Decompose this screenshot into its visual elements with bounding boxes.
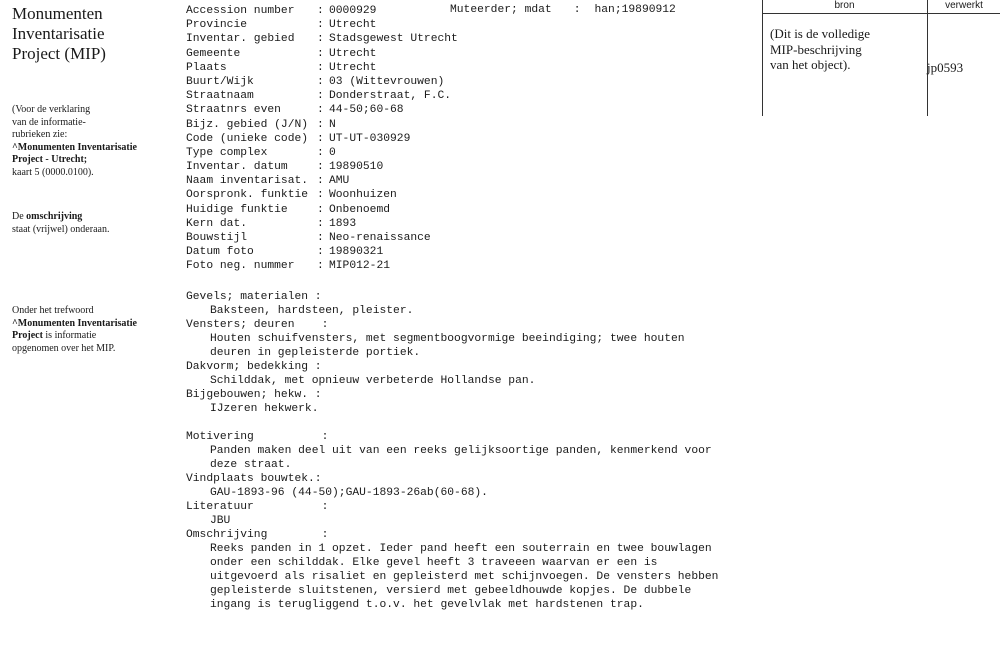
record-field: Inventar. gebied : Stadsgewest Utrecht: [186, 33, 458, 46]
record-field: Naam inventarisat. : AMU: [186, 175, 350, 188]
record-field: Code (unieke code) : UT-UT-030929: [186, 132, 411, 145]
column-header-bron: bron: [834, 0, 855, 11]
record-field: Bouwstijl : Neo-renaissance: [186, 232, 431, 244]
sidebar-note-omschrijving: [12, 211, 182, 236]
field-value: Neo-renaissance: [329, 232, 431, 244]
field-value: Utrecht: [329, 47, 377, 60]
section-heading: Vindplaats bouwtek.:: [186, 473, 322, 485]
field-label: Straatnrs even: [186, 104, 281, 117]
note-bold-line: Project: [12, 330, 43, 341]
note-line: staat (vrijwel) onderaan.: [12, 223, 110, 235]
field-value: Utrecht: [329, 61, 377, 74]
sidebar-note-trefwoord: [12, 305, 182, 355]
sidebar-title-line: Monumenten: [12, 4, 103, 23]
field-value: Woonhuizen: [329, 189, 397, 202]
record-field: Inventar. datum : 19890510: [186, 161, 384, 174]
bron-line: MIP-beschrijving: [770, 41, 862, 57]
section-line: Houten schuifvensters, met segmentboogvormige beeindiging; twee houten: [210, 333, 685, 345]
section-heading: Literatuur :: [186, 501, 329, 513]
section-line: deze straat.: [210, 459, 292, 471]
field-label: Datum foto: [186, 246, 254, 259]
field-label: Naam inventarisat.: [186, 175, 309, 188]
bron-line: (Dit is de volledige: [770, 26, 871, 41]
field-value: MIP012-21: [329, 260, 391, 273]
field-value: Donderstraat, F.C.: [329, 90, 452, 103]
field-label: Bouwstijl: [186, 232, 248, 244]
record-field: Foto neg. nummer : MIP012-21: [186, 260, 391, 273]
section-heading: Dakvorm; bedekking :: [186, 361, 322, 373]
field-value: 0000929: [329, 5, 377, 17]
section-heading: Vensters; deuren :: [186, 319, 329, 331]
column-header-verwerkt: verwerkt: [945, 0, 983, 11]
table-border: [927, 0, 928, 116]
note-bold-line: Project - Utrecht;: [12, 154, 88, 165]
record-field: Buurt/Wijk : 03 (Wittevrouwen): [186, 75, 445, 88]
sidebar-title-line: Inventarisatie: [12, 24, 105, 43]
field-value: 1893: [329, 217, 357, 230]
field-value: 19890321: [329, 246, 384, 259]
field-label: Bijz. gebied (J/N): [186, 118, 309, 131]
note-text: is informatie: [42, 330, 97, 341]
field-value: Utrecht: [329, 19, 377, 32]
record-field: Gemeente : Utrecht: [186, 47, 377, 60]
bron-line: van het object).: [770, 57, 851, 72]
record-field: Provincie : Utrecht: [186, 19, 377, 32]
field-value: UT-UT-030929: [329, 132, 411, 145]
field-label: Gemeente: [186, 47, 241, 60]
field-value: Stadsgewest Utrecht: [329, 33, 458, 46]
field-label: Plaats: [186, 61, 227, 74]
sidebar-title-line: Project (MIP): [12, 44, 106, 63]
table-border: [762, 0, 763, 116]
field-label: Muteerder; mdat: [450, 4, 552, 16]
description-sections: [186, 290, 718, 612]
field-value: 19890510: [329, 161, 384, 174]
note-line: (Voor de verklaring: [12, 104, 91, 115]
verwerkt-cell: jp0593: [927, 60, 964, 75]
sidebar-title: [12, 4, 177, 64]
record-field: Oorspronk. funktie : Woonhuizen: [186, 189, 397, 202]
note-line: opgenomen over het MIP.: [12, 342, 116, 354]
bron-table: [762, 0, 1000, 116]
field-value: AMU: [329, 175, 350, 188]
field-separator: :: [573, 4, 581, 16]
section-line: gepleisterde sluitstenen, versierd met gebeeldhouwde kopjes. De dubbele: [210, 585, 692, 597]
section-heading: Gevels; materialen :: [186, 291, 322, 303]
field-label: Inventar. datum: [186, 161, 288, 174]
field-value: Onbenoemd: [329, 203, 391, 216]
field-label: Foto neg. nummer: [186, 260, 295, 273]
section-line: ingang is terugliggend t.o.v. het gevelvlak met hardstenen trap.: [210, 599, 644, 611]
record-field: Bijz. gebied (J/N) : N: [186, 118, 336, 131]
section-line: onder een schilddak. Elke gevel heeft 3 traveeen waarvan er een is: [210, 557, 658, 569]
section-line: deuren in gepleisterde portiek.: [210, 347, 421, 359]
section-heading: Omschrijving :: [186, 529, 329, 541]
section-line: Reeks panden in 1 opzet. Ieder pand heeft een souterrain en twee bouwlagen: [210, 543, 712, 555]
record-field: Huidige funktie : Onbenoemd: [186, 203, 391, 216]
section-heading: Motivering :: [186, 431, 329, 443]
field-label: Buurt/Wijk: [186, 75, 254, 88]
section-heading: Bijgebouwen; hekw. :: [186, 389, 322, 401]
field-value: N: [329, 118, 336, 131]
note-line: rubrieken zie:: [12, 129, 68, 140]
field-value: 03 (Wittevrouwen): [329, 75, 445, 88]
field-value: han;19890912: [594, 4, 676, 16]
bron-cell: [770, 26, 870, 73]
record-fields: [186, 4, 458, 274]
section-line: JBU: [210, 515, 231, 527]
section-line: Panden maken deel uit van een reeks gelijksoortige panden, kenmerkend voor: [210, 445, 712, 457]
note-bold-line: ^Monumenten Inventarisatie: [12, 317, 137, 329]
field-label: Huidige funktie: [186, 203, 288, 216]
note-line: van de informatie-: [12, 116, 86, 128]
note-line: kaart 5 (0000.0100).: [12, 166, 94, 178]
muteerder-field: [450, 4, 676, 16]
record-field: Accession number : 0000929: [186, 5, 377, 17]
record-field: Type complex : 0: [186, 146, 336, 159]
section-line: Schilddak, met opnieuw verbeterde Hollandse pan.: [210, 375, 536, 387]
record-field: Straatnrs even : 44-50;60-68: [186, 104, 404, 117]
section-line: uitgevoerd als risaliet en gepleisterd met schijnvoegen. De vensters hebben: [210, 571, 719, 583]
record-field: Plaats : Utrecht: [186, 61, 377, 74]
section-line: Baksteen, hardsteen, pleister.: [210, 305, 414, 317]
table-border: [762, 13, 1000, 14]
record-field: Kern dat. : 1893: [186, 217, 357, 230]
field-label: Oorspronk. funktie: [186, 189, 309, 202]
field-label: Inventar. gebied: [186, 33, 295, 46]
section-line: GAU-1893-96 (44-50);GAU-1893-26ab(60-68).: [210, 487, 488, 499]
field-label: Kern dat.: [186, 217, 248, 230]
field-value: 0: [329, 146, 336, 159]
note-text: De: [12, 211, 27, 222]
field-label: Code (unieke code): [186, 132, 309, 145]
field-label: Provincie: [186, 19, 248, 32]
field-label: Accession number: [186, 5, 295, 17]
sidebar-note-explanation: [12, 104, 182, 179]
record-field: Datum foto : 19890321: [186, 246, 384, 259]
record-field: Straatnaam : Donderstraat, F.C.: [186, 90, 452, 103]
field-label: Straatnaam: [186, 90, 254, 103]
section-line: IJzeren hekwerk.: [210, 403, 319, 415]
note-bold-line: ^Monumenten Inventarisatie: [12, 141, 137, 153]
field-label: Type complex: [186, 146, 268, 159]
note-bold: omschrijving: [26, 211, 83, 222]
field-value: 44-50;60-68: [329, 104, 404, 117]
note-line: Onder het trefwoord: [12, 305, 94, 316]
